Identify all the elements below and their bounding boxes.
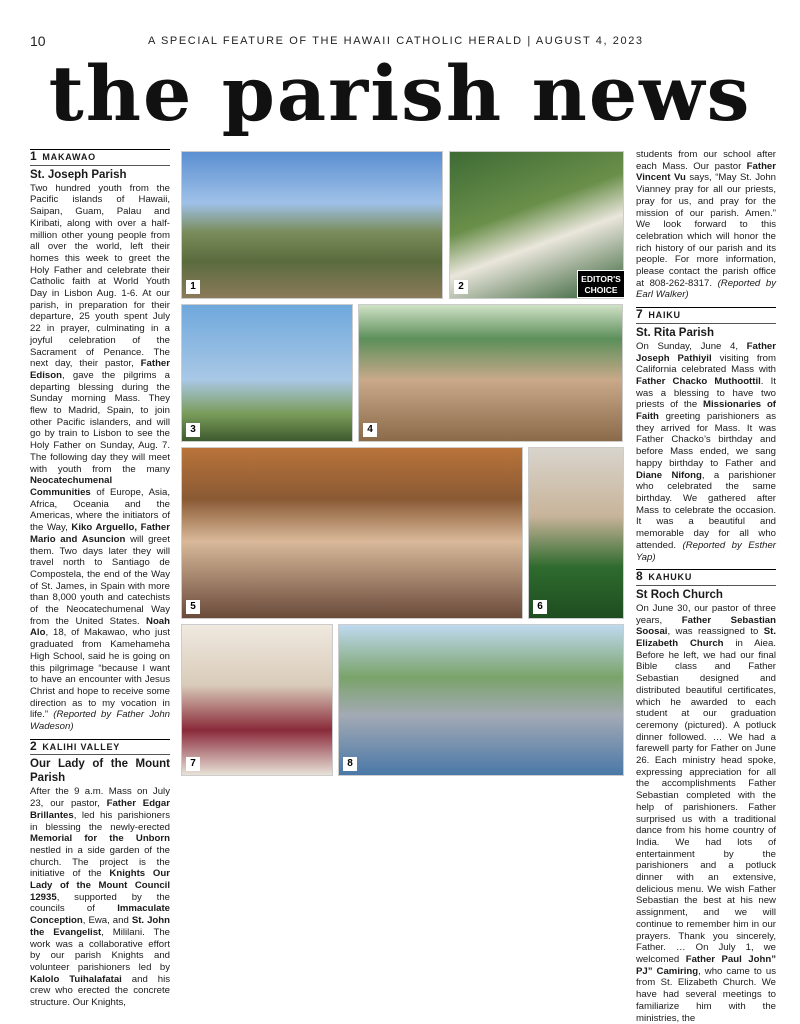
page-number: 10 <box>30 33 46 49</box>
column-right <box>636 149 776 1024</box>
photo-number: 1 <box>186 280 200 294</box>
photo-3 <box>181 304 353 442</box>
photo-number: 6 <box>533 600 547 614</box>
photo-number: 5 <box>186 600 200 614</box>
article-credit: (Reported by Earl Walker) <box>636 277 776 301</box>
parish-name: Our Lady of the Mount Parish <box>30 758 170 785</box>
section-place: KAHUKU <box>648 572 693 583</box>
photo-1 <box>181 151 443 299</box>
photo-4 <box>358 304 623 442</box>
section-number: 2 <box>30 738 37 753</box>
photo-5 <box>181 447 523 619</box>
article-text: Two hundred youth from the Pacific islands of Hawaii, Saipan, Guam, Palau and Kiribati, along with over a half-million other young people from all over the world, left their homes this week to greet the Holy Father and celebrate their Catholic faith at World Youth Day in Lisbon Aug. 1-6. At our parish, in preparation for their departure, 25 youth spent July 22 in prayer, culminating in a joyful celebration of the Sacrament of Penance. The next day, their pastor, Father Edison, gave the pilgrims a departing blessing during the Sunday morning Mass. They flew to Madrid, Spain, to join other Pacific islanders, and will go by train to Lisbon to see the Holy Father on Sunday, Aug. 7. The following day they will meet with youth from the many Neocatechumenal Communities of Europe, Asia, Africa, Oceania and the Americas, where the initiators of the Way, Kiko Arguello, Father Mario and Asuncion will greet them. Two days later they will travel north to Santiago de Compostela, the end of the Way of St. James, in Spain with more than 8,000 youth and catechists of the Neocatechumenal Way from the United States. Noah Alo, 18, of Makawao, who just graduated from Kamehameha High School, said he is going on this pilgrimage “because I want to have an encounter with Jesus Christ and hope to receive some direction as to my vocation in life.” (Reported by Father John Wadeson) <box>30 182 170 733</box>
section-place: KALIHI VALLEY <box>42 741 121 752</box>
feature-line: A SPECIAL FEATURE OF THE HAWAII CATHOLIC HERALD | AUGUST 4, 2023 <box>148 35 644 47</box>
photo-number: 4 <box>363 423 377 437</box>
section-header <box>30 739 170 756</box>
photo-number: 7 <box>186 757 200 771</box>
article-text: students from our school after each Mass. Our pastor Father Vincent Vu says, “May St. John Vianney pray for all our priests, pray for us, and pray for the mission of our parish. Amen.” We look forward to this celebration which will honor the rich history of our parish and its people. For more information, please contact the parish office at 808-262-8317. (Reported by Earl Walker) <box>636 149 777 301</box>
photo-number: 2 <box>454 280 468 294</box>
section-number: 7 <box>636 307 643 322</box>
article-text: On June 30, our pastor of three years, Father Sebastian Soosai, was reassigned to St. Elizabeth Church in Aiea. Before he left, we had our final Bible class and Father Sebastian designed and distributed beautiful certificates, which he awarded to each student at our graduation ceremony (pictured). A potluck dinner followed. … We had a farewell party for Father on June 26. Each ministry head spoke, expressing appreciation for all the accomplishments Father Sebastian completed with the help of parishioners. Father surprised us with a traditional dance from his home country of India. We had lots of entertainment by the parishioners and a potluck dinner with an extensive, delicious menu. We wish Father Sebastian the best at his new assignment, and we will continue to remember him in our prayers. Thank you sincerely, Father. … On July 1, we welcomed Father Paul John” PJ” Camiring, who came to us from St. Elizabeth Church. We have had several meetings to familiarize him with the ministries, the <box>636 602 777 1024</box>
section-header <box>636 307 776 324</box>
photo-number: 8 <box>343 757 357 771</box>
article-text: On Sunday, June 4, Father Joseph Pathiyil visiting from California celebrated Mass with Father Chacko Muthoottil. It was a blessing to have two priests of the Missionaries of Faith greeting parishioners as they arrived for Mass. It was Father Chacko’s birthday and before Mass ended, we sang happy birthday to Father and Diane Nifong, a parishioner who celebrated the same birthday. We gathered after Mass to celebrate the occasion. It was a beautiful and memorable day for all who attended. (Reported by Esther Yap) <box>636 340 777 563</box>
photo-7 <box>181 624 333 776</box>
section-place: MAKAWAO <box>42 152 96 162</box>
parish-name: St. Rita Parish <box>636 326 714 339</box>
photo-number: 3 <box>186 423 200 437</box>
article-credit: (Reported by Father John Wadeson) <box>30 709 170 733</box>
photo-8 <box>338 624 624 776</box>
parish-name: St Roch Church <box>636 588 723 601</box>
section-header <box>636 569 776 586</box>
photo-6 <box>528 447 624 619</box>
article-text: After the 9 a.m. Mass on July 23, our pastor, Father Edgar Brillantes, led his parishioners in blessing the newly-erected Memorial for the Unborn nestled in a side garden of the church. The project is the initiative of the Knights Our Lady of the Mount Council 12935, supported by the councils of Immaculate Conception, Ewa, and St. John the Evangelist, Mililani. The work was a collaborative effort by our parish Knights and volunteer parishioners led by Kalolo Tuihalafatai and his crew who erected the concrete structure. Our Knights, <box>30 786 171 1009</box>
editors-choice-badge: EDITOR'S CHOICE <box>577 270 625 298</box>
section-header <box>30 149 170 166</box>
section-number: 8 <box>636 569 643 584</box>
section-number: 1 <box>30 149 37 163</box>
masthead-title: the parish news <box>48 49 752 138</box>
parish-name: St. Joseph Parish <box>30 168 127 181</box>
article-credit: (Reported by Esther Yap) <box>636 539 776 563</box>
column-left <box>30 149 170 1009</box>
section-place: HAIKU <box>648 310 681 321</box>
